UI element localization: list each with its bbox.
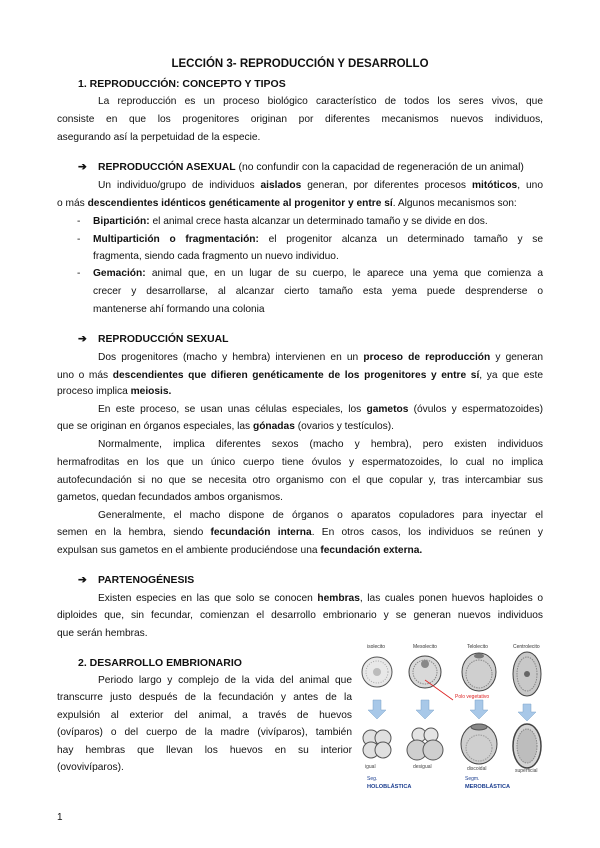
arrow-right-icon: ➔ [78, 575, 87, 586]
arrow-right-icon: ➔ [78, 334, 87, 345]
lesson-title: LECCIÓN 3- REPRODUCCIÓN Y DESARROLLO [171, 58, 429, 70]
embryo-superficial-icon [513, 724, 541, 768]
parteno-heading-line [78, 574, 194, 588]
egg-centrolecito-icon [513, 652, 541, 696]
sexual-p3-line-1: Normalmente, implica diferentes sexos (macho y hembra), pero existen individuos [98, 439, 543, 450]
page-number: 1 [57, 812, 63, 823]
caption-holoblastica: HOLOBLÁSTICA [367, 784, 412, 790]
sexual-p3-line-3: autofecundación si no que se necesita otro organismo con el que copular y, tras intercambiar sus [57, 475, 543, 486]
s1-paragraph-line-2: consiste en que los progenitores originan por diferentes mecanismos nuevos individuos, [57, 114, 543, 125]
bullet-multiparticion-cont: fragmenta, siendo cada fragmento un nuevo individuo. [93, 251, 339, 262]
bullet-gemacion: Gemación: animal que, en un lugar de su cuerpo, le aparece una yema que comienza a [93, 268, 543, 279]
label-centrolecito: Centrolecito [513, 644, 540, 650]
down-arrow-icon [368, 700, 386, 719]
embryo-igual-icon [363, 730, 391, 758]
section-2-heading: 2. DESARROLLO EMBRIONARIO [78, 657, 242, 669]
bullet-gemacion-cont-1: crecer y desarrollarse, al alcanzar cierto tamaño esta yema puede desprenderse o [93, 286, 543, 297]
caption-seg-right: Segm. [465, 776, 480, 782]
egg-isolecito-icon [362, 657, 392, 687]
bullet-dash: - [77, 268, 81, 279]
caption-seg-left: Seg. [367, 776, 378, 782]
egg-segmentation-figure [355, 640, 550, 795]
bullet-biparticion: Bipartición: el animal crece hasta alcanzar un determinado tamaño y se divide en dos. [93, 216, 488, 227]
down-arrow-icon [416, 700, 434, 719]
embryo-desigual-icon [407, 728, 443, 760]
sexual-heading: REPRODUCCIÓN SEXUAL [98, 334, 229, 345]
sexual-p2-line-1: En este proceso, se usan unas células especiales, los gametos (óvulos y espermatozoides) [98, 404, 543, 415]
asexual-line-1: Un individuo/grupo de individuos aislados generan, por diferentes procesos mitóticos, uno [98, 180, 543, 191]
sexual-p1-line-2: uno o más descendientes que difieren genéticamente de los progenitores y entre sí, ya que este [57, 370, 543, 381]
s1-paragraph-line-1: La reproducción es un proceso biológico característico de todos los seres vivos, que [98, 96, 543, 107]
sublabel-igual: igual [365, 764, 376, 770]
sublabel-superficial: superficial [515, 768, 538, 774]
label-mesolecito: Mesolecito [413, 644, 437, 650]
asexual-note: (no confundir con la capacidad de regeneración de un animal) [235, 162, 524, 173]
sexual-heading-line [78, 333, 228, 347]
egg-telolecito-icon [462, 653, 496, 691]
egg-mesolecito-icon [409, 656, 441, 688]
s2-line-4: (ovíparos) o del cuerpo de la madre (vivíparos), también [57, 727, 352, 738]
down-arrow-icon [518, 704, 536, 721]
parteno-line-2: diploides que, sin fecundar, comienzan el desarrollo embrionario y se generan nuevos individuos [57, 610, 543, 621]
sexual-p3-line-2: hermafroditas en los que un único cuerpo tiene óvulos y espermatozoides, lo cual no implica [57, 457, 543, 468]
asexual-heading-line [78, 161, 524, 175]
s2-line-2: transcurre justo después de la fecundación y antes de la [57, 692, 352, 703]
s1-paragraph-line-3: asegurando así la perpetuidad de la especie. [57, 132, 261, 143]
parteno-line-1: Existen especies en las que solo se conocen hembras, las cuales ponen huevos haploides o [98, 593, 543, 604]
asexual-heading: REPRODUCCIÓN ASEXUAL [98, 162, 236, 173]
sexual-p1-line-1: Dos progenitores (macho y hembra) intervienen en un proceso de reproducción y generan [98, 352, 543, 363]
arrow-right-icon: ➔ [78, 162, 87, 173]
s2-line-6: (ovovivíparos). [57, 762, 124, 773]
parteno-line-3: que serán hembras. [57, 628, 148, 639]
down-arrow-icon [470, 700, 488, 719]
label-telolecito: Telolecito [467, 644, 488, 650]
parteno-heading: PARTENOGÉNESIS [98, 575, 195, 586]
label-polo-vegetativo: Polo vegetativo [455, 694, 490, 700]
s2-line-3: expulsión al exterior del animal, a través de huevos [57, 710, 352, 721]
s2-line-5: hay hembras que llevan los huevos en su interior [57, 745, 352, 756]
caption-meroblastica: MEROBLÁSTICA [465, 784, 511, 790]
sexual-p3-line-4: gametos, quedan fecundados ambos organismos. [57, 492, 283, 503]
s2-line-1: Periodo largo y complejo de la vida del animal que [98, 675, 352, 686]
sexual-p4-line-2: semen en la hembra, siendo fecundación interna. En otros casos, los individuos se reúnen y [57, 527, 543, 538]
sexual-p4-line-1: Generalmente, el macho dispone de órganos o aparatos copuladores para inyectar el [98, 510, 543, 521]
label-isolecito: isolecito [367, 644, 386, 650]
down-arrows [368, 700, 536, 721]
sublabel-desigual: desigual [413, 764, 432, 770]
bullet-dash: - [77, 234, 81, 245]
bullet-dash: - [77, 216, 81, 227]
bullet-gemacion-cont-2: mantenerse ahí formando una colonia [93, 304, 265, 315]
asexual-line-2: o más descendientes idénticos genéticamente al progenitor y entre sí. Algunos mecanismos son: [57, 198, 517, 209]
section-1-heading: 1. REPRODUCCIÓN: CONCEPTO Y TIPOS [78, 78, 286, 90]
sexual-p2-line-2: que se originan en órganos especiales, las gónadas (ovarios y testículos). [57, 421, 394, 432]
sexual-p4-line-3: expulsan sus gametos en el ambiente produciéndose una fecundación externa. [57, 545, 423, 556]
embryo-discoidal-icon [461, 724, 497, 764]
sublabel-discoidal: discoidal [467, 766, 487, 772]
sexual-p1-line-3: proceso implica meiosis. [57, 386, 172, 397]
bullet-multiparticion: Multipartición o fragmentación: el progenitor alcanza un determinado tamaño y se [93, 234, 543, 245]
